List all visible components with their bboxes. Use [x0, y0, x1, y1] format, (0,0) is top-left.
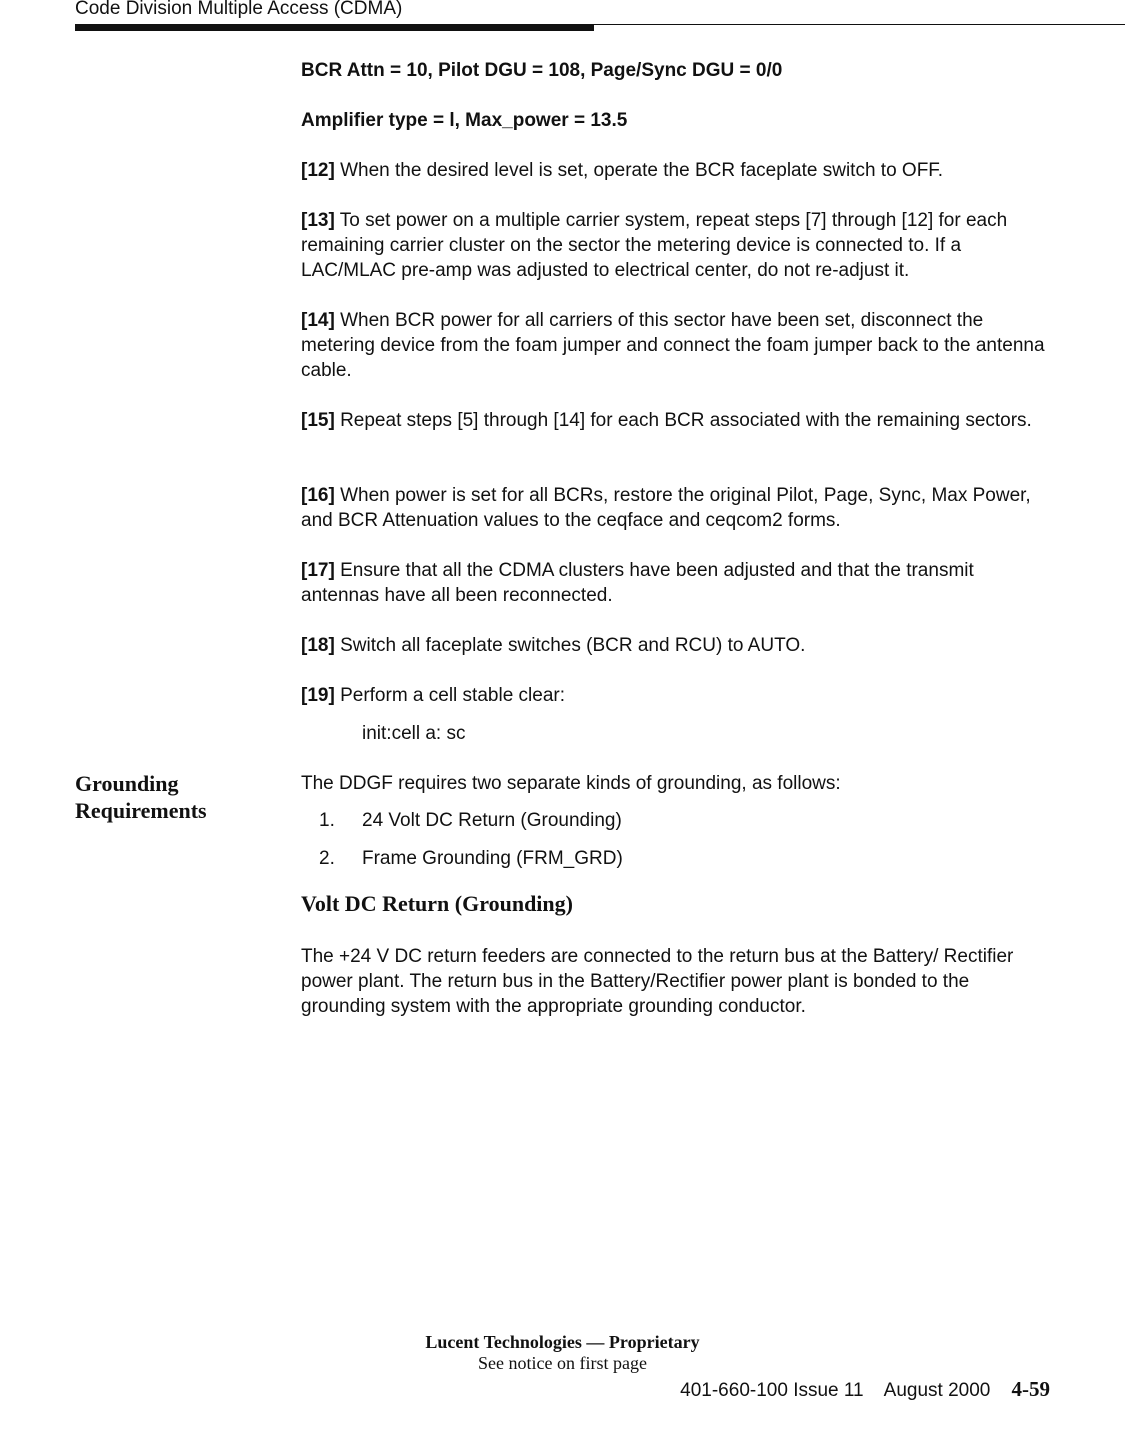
footer-company: Lucent Technologies — Proprietary — [425, 1332, 700, 1352]
step-13 — [301, 208, 1051, 283]
step-text: To set power on a multiple carrier system, repeat steps [7] through [12] for each remaining carrier cluster on the sector the metering device is connected to. If a LAC/MLAC pre-amp was adjusted to electrical center, do not re-adjust it. — [301, 210, 1008, 281]
side-heading-line-1: Grounding — [75, 771, 179, 796]
step-number: [12] — [301, 160, 335, 181]
page-number: 4-59 — [1011, 1377, 1050, 1401]
step-number: [14] — [301, 310, 335, 331]
settings-line-2: Amplifier type = l, Max_power = 13.5 — [301, 110, 628, 131]
header-rule-thick — [75, 24, 594, 31]
side-heading-line-2: Requirements — [75, 798, 207, 823]
step-text: Repeat steps [5] through [14] for each BCR associated with the remaining sectors. — [334, 410, 1032, 431]
footer-doc-info — [680, 1377, 1050, 1403]
step-19 — [301, 683, 1061, 708]
grounding-body: The +24 V DC return feeders are connected to the return bus at the Battery/ Rectifier power plant. The return bus in the Battery/Rectifier power plant is bonded to the grounding system with the appropriate grounding conductor. — [301, 946, 1014, 1017]
section-side-heading — [75, 770, 295, 824]
list-number: 2. — [319, 848, 335, 869]
step-number: [17] — [301, 560, 335, 581]
step-text: Ensure that all the CDMA clusters have been adjusted and that the transmit antennas have all been reconnected. — [301, 560, 974, 606]
subsection-heading: Volt DC Return (Grounding) — [301, 891, 573, 916]
step-number: [15] — [301, 410, 335, 431]
step-number: [13] — [301, 210, 335, 231]
step-number: [19] — [301, 685, 335, 706]
command-line: init:cell a: sc — [362, 723, 466, 744]
step-16 — [301, 483, 1041, 533]
settings-line-1: BCR Attn = 10, Pilot DGU = 108, Page/Sync DGU = 0/0 — [301, 60, 783, 81]
doc-info: 401-660-100 Issue 11 August 2000 — [680, 1380, 1012, 1401]
running-header-title: Code Division Multiple Access (CDMA) — [75, 0, 403, 19]
step-text: Perform a cell stable clear: — [334, 685, 565, 706]
step-18 — [301, 633, 1061, 658]
grounding-intro: The DDGF requires two separate kinds of grounding, as follows: — [301, 773, 841, 794]
step-text: When BCR power for all carriers of this sector have been set, disconnect the metering device from the foam jumper and connect the foam jumper back to the antenna cable. — [301, 310, 1045, 381]
list-text: 24 Volt DC Return (Grounding) — [362, 810, 622, 831]
footer-notice: See notice on first page — [478, 1353, 647, 1373]
step-number: [18] — [301, 635, 335, 656]
step-text: Switch all faceplate switches (BCR and RCU) to AUTO. — [334, 635, 806, 656]
step-15 — [301, 408, 1041, 433]
list-text: Frame Grounding (FRM_GRD) — [362, 848, 623, 869]
list-item — [319, 846, 623, 871]
list-number: 1. — [319, 810, 335, 831]
step-17 — [301, 558, 1046, 608]
list-item — [319, 808, 622, 833]
header-rule-thin — [594, 24, 1125, 25]
step-12 — [301, 158, 1061, 183]
step-text: When power is set for all BCRs, restore the original Pilot, Page, Sync, Max Power, and BCR Attenuation values to the ceqface and ceqcom2 forms. — [301, 485, 1031, 531]
step-text: When the desired level is set, operate the BCR faceplate switch to OFF. — [334, 160, 944, 181]
step-number: [16] — [301, 485, 335, 506]
step-14 — [301, 308, 1053, 383]
